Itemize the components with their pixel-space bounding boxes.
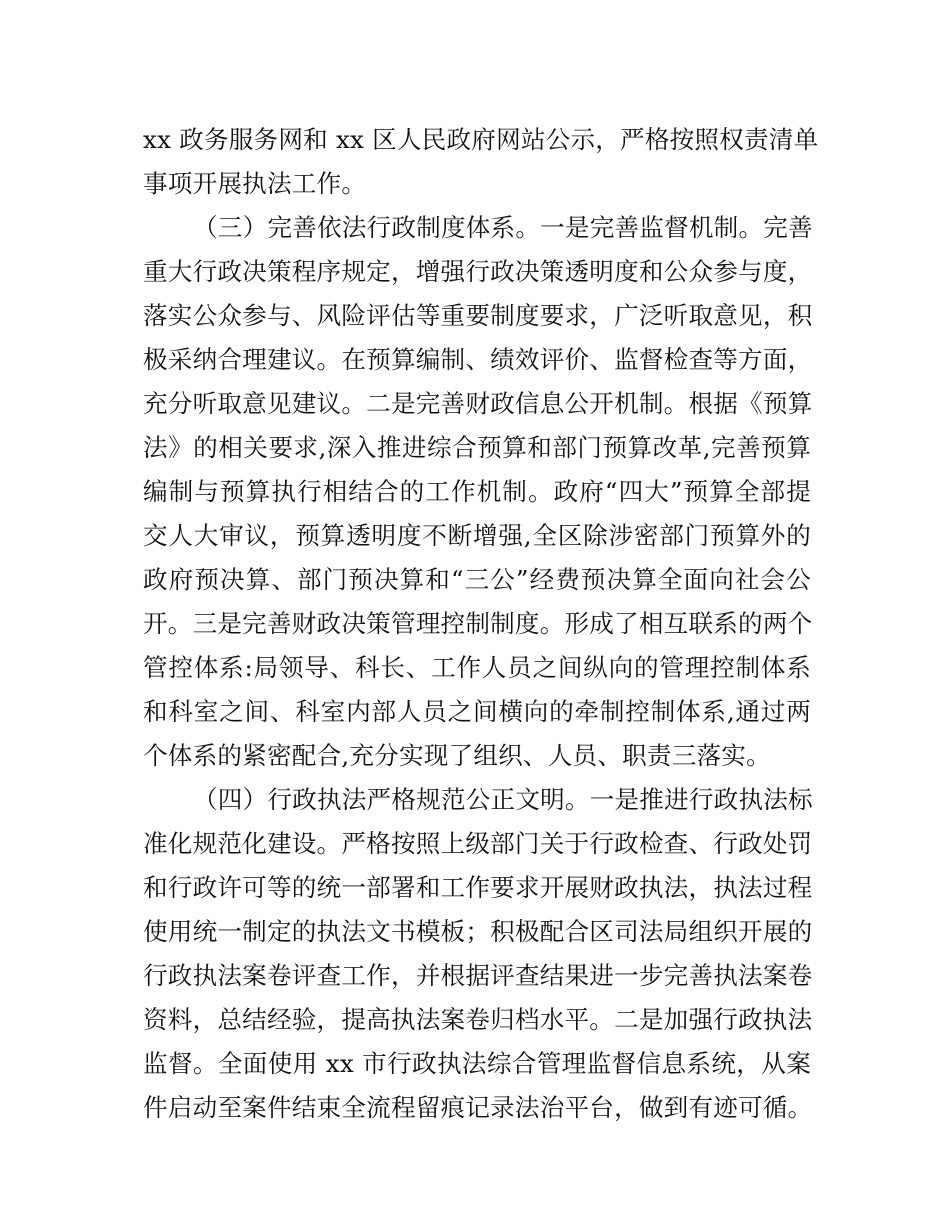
text-line: 件启动至案件结束全流程留痕记录法治平台，做到有迹可循。 [143, 1093, 813, 1122]
paragraph-heading-line: （三）完善依法行政制度体系。一是完善监督机制。完善 [193, 213, 813, 242]
text-line: 行政执法案卷评查工作，并根据评查结果进一步完善执法案卷 [143, 961, 813, 990]
text-line: xx 政务服务网和 xx 区人民政府网站公示，严格按照权责清单 [143, 125, 819, 154]
text-line: 资料，总结经验，提高执法案卷归档水平。二是加强行政执法 [143, 1005, 813, 1034]
text-line: 和科室之间、科室内部人员之间横向的牵制控制体系,通过两 [143, 697, 811, 726]
text-line: 和行政许可等的统一部署和工作要求开展财政执法，执法过程 [143, 873, 813, 902]
text-line: 开。三是完善财政决策管理控制制度。形成了相互联系的两个 [143, 609, 813, 638]
text-line: 准化规范化建设。严格按照上级部门关于行政检查、行政处罚 [143, 829, 813, 858]
text-line: 政府预决算、部门预决算和“三公”经费预决算全面向社会公 [143, 565, 811, 594]
text-line: 编制与预算执行相结合的工作机制。政府“四大”预算全部提 [143, 477, 811, 506]
text-line: 法》的相关要求,深入推进综合预算和部门预算改革,完善预算 [143, 433, 811, 462]
paragraph-heading-line: （四）行政执法严格规范公正文明。一是推进行政执法标 [193, 785, 813, 814]
text-line: 事项开展执法工作。 [143, 169, 367, 198]
text-line: 落实公众参与、风险评估等重要制度要求，广泛听取意见，积 [143, 301, 813, 330]
text-line: 个体系的紧密配合,充分实现了组织、人员、职责三落实。 [143, 741, 771, 770]
text-line: 使用统一制定的执法文书模板；积极配合区司法局组织开展的 [143, 917, 813, 946]
text-line: 管控体系:局领导、科长、工作人员之间纵向的管理控制体系 [143, 653, 811, 682]
text-line: 重大行政决策程序规定，增强行政决策透明度和公众参与度， [143, 257, 813, 286]
text-line: 监督。全面使用 xx 市行政执法综合管理监督信息系统，从案 [143, 1049, 811, 1078]
text-line: 充分听取意见建议。二是完善财政信息公开机制。根据《预算 [143, 389, 813, 418]
text-line: 极采纳合理建议。在预算编制、绩效评价、监督检查等方面， [143, 345, 813, 374]
text-line: 交人大审议，预算透明度不断增强,全区除涉密部门预算外的 [143, 521, 811, 550]
